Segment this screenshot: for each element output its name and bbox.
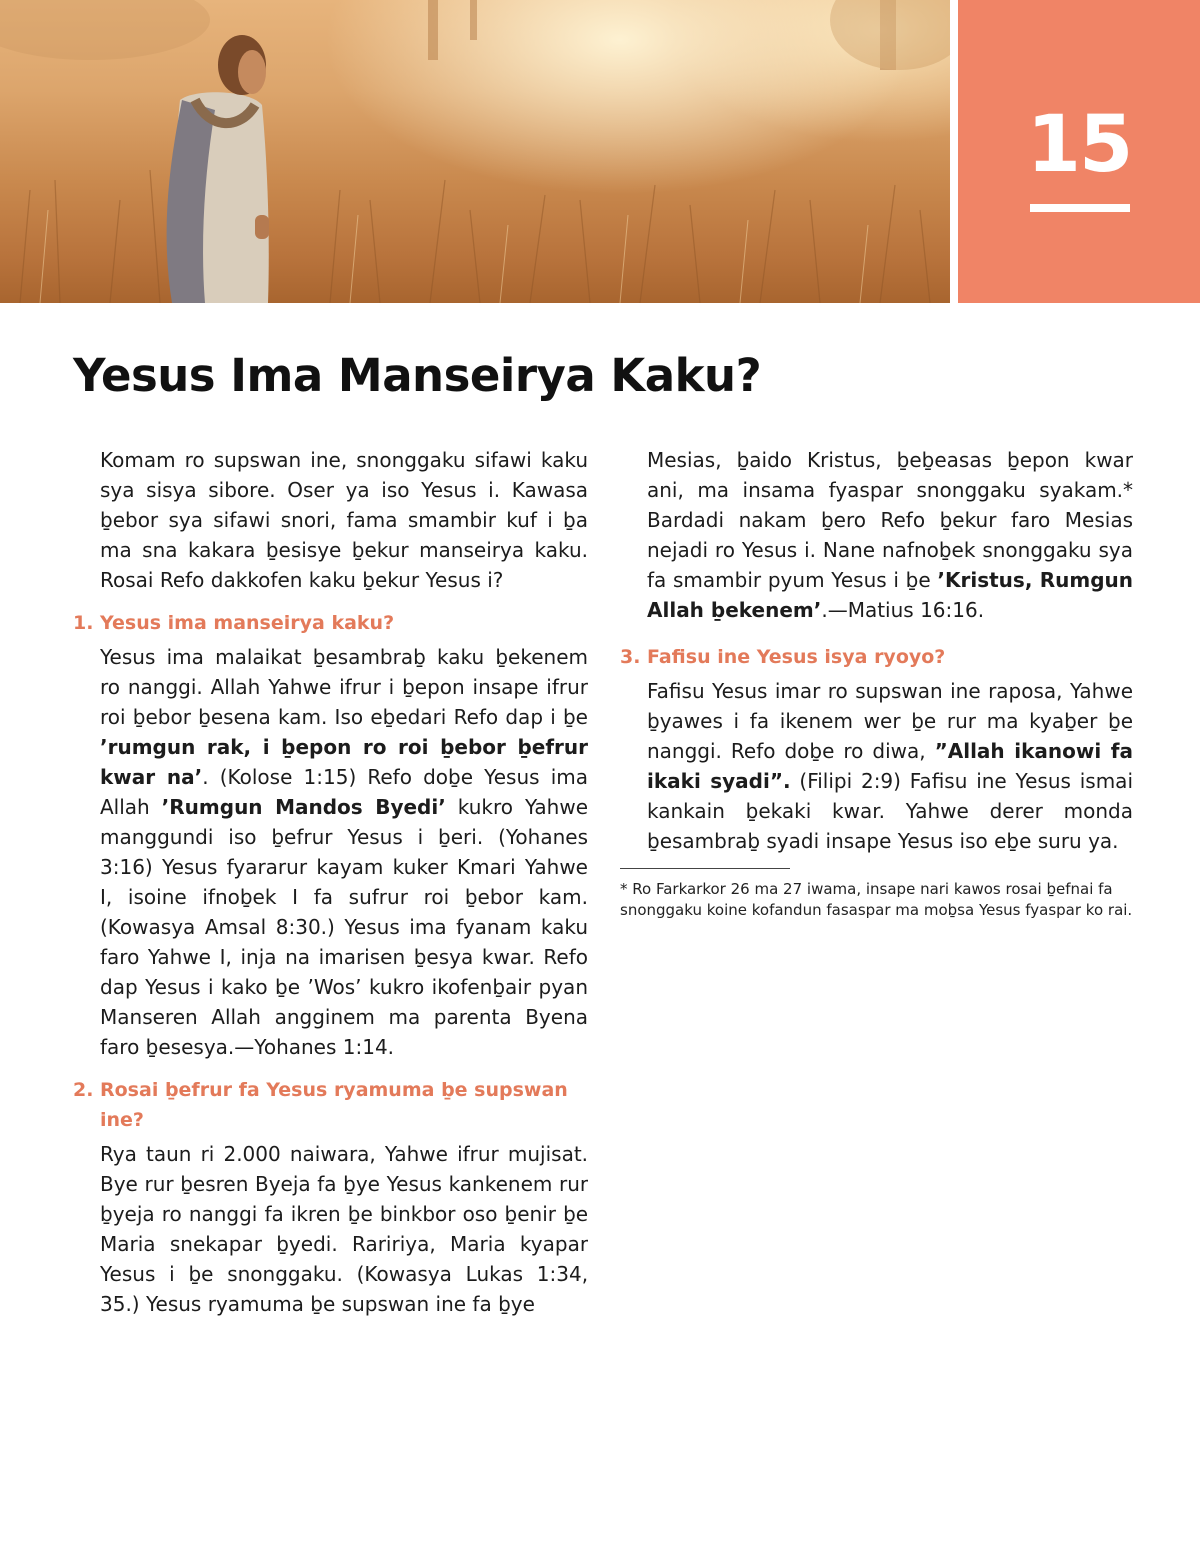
emphasis-text: ’Kristus, Rumgun Allah ḇekenem’: [647, 568, 1134, 622]
page-title: Yesus Ima Manseirya Kaku?: [73, 349, 762, 402]
field-scene-illustration: [0, 0, 950, 303]
chapter-number: 15: [1026, 100, 1132, 190]
question-heading-3: [620, 642, 1133, 672]
footnote: * Ro Farkarkor 26 ma 27 iwama, insape nari kawos rosai ḇefnai fa snonggaku koine kofandun fasaspar ma moḇsa Yesus fyaspar ko rai.: [620, 880, 1133, 919]
column-left: [73, 445, 588, 1319]
question-text: Rosai ḇefrur fa Yesus ryamuma ḇe supswan ine?: [100, 1079, 568, 1131]
section-body-3: Fafisu Yesus imar ro supswan ine raposa, Yahwe ḇyawes i fa ikenem wer ḇe rur ma kyaḇer ḇe nanggi. Refo doḇe ro diwa, ”Allah ikanowi fa ikaki syadi”. (Filipi 2:9) Fafisu ine Yesus ismai kankain ḇekaki kwar. Yahwe derer monda ḇesambraḇ syadi insape Yesus iso eḇe suru ya.: [647, 679, 1134, 853]
section-body-2-continued: Mesias, ḇaido Kristus, ḇeḇeasas ḇepon kwar ani, ma insama fyaspar snonggaku syakam.* Bardadi nakam ḇero Refo ḇekur faro Mesias nejadi ro Yesus i. Nane nafnoḇek snonggaku sya fa smambir pyum Yesus i ḇe ’Kristus, Rumgun Allah ḇekenem’.—Matius 16:16.: [647, 448, 1134, 622]
question-heading-1: [73, 608, 588, 638]
intro-paragraph: Komam ro supswan ine, snonggaku sifawi kaku sya sisya sibore. Oser ya iso Yesus i. Kawasa ḇebor sya sifawi snori, fama smambir kuf i ḇa ma sna kakara ḇesisye ḇekur manseirya kaku. Rosai Refo dakkofen kaku ḇekur Yesus i?: [100, 448, 588, 592]
chapter-badge: [958, 0, 1200, 303]
walking-figure: [167, 35, 269, 303]
question-number: 3.: [620, 646, 641, 668]
question-number: 2.: [73, 1079, 94, 1101]
footnote-divider: [620, 868, 790, 869]
emphasis-text: ”Allah ikanowi fa ikaki syadi”.: [647, 739, 1134, 793]
question-heading-2: [73, 1075, 588, 1135]
question-text: Yesus ima manseirya kaku?: [100, 612, 395, 634]
emphasis-text: ’Rumgun Mandos Byedi’: [161, 795, 446, 819]
hero-image: [0, 0, 950, 303]
emphasis-text: ’rumgun rak, i ḇepon ro roi ḇebor ḇefrur kwar na’: [100, 735, 588, 789]
chapter-underline: [1030, 204, 1130, 212]
column-right: [620, 445, 1133, 921]
section-body-1: Yesus ima malaikat ḇesambraḇ kaku ḇekenem ro nanggi. Allah Yahwe ifrur i ḇepon insape ifrur roi ḇebor ḇesena kam. Iso eḇedari Refo dap i ḇe ’rumgun rak, i ḇepon ro roi ḇebor ḇefrur kwar na’. (Kolose 1:15) Refo doḇe Yesus ima Allah ’Rumgun Mandos Byedi’ kukro Yahwe manggundi iso ḇefrur Yesus i ḇeri. (Yohanes 3:16) Yesus fyararur kayam kuker Kmari Yahwe I, isoine ifnoḇek I fa sufrur roi ḇebor kam. (Kowasya Amsal 8:30.) Yesus ima fyanam kaku faro Yahwe I, inja na imarisen ḇesya kwar. Refo dap Yesus i kako ḇe ’Wos’ kukro ikofenḇair pyan Manseren Allah angginem ma parenta Byena faro ḇesesya.—Yohanes 1:14.: [100, 645, 589, 1059]
section-body-2: Rya taun ri 2.000 naiwara, Yahwe ifrur mujisat. Bye rur ḇesren Byeja fa ḇye Yesus kankenem rur ḇyeja ro nanggi fa ikren ḇe binkbor oso ḇenir ḇe Maria snekapar ḇyedi. Raririya, Maria kyapar Yesus i ḇe snonggaku. (Kowasya Lukas 1:34, 35.) Yesus ryamuma ḇe supswan ine fa ḇye: [100, 1142, 588, 1316]
question-number: 1.: [73, 612, 94, 634]
question-text: Fafisu ine Yesus isya ryoyo?: [647, 646, 946, 668]
